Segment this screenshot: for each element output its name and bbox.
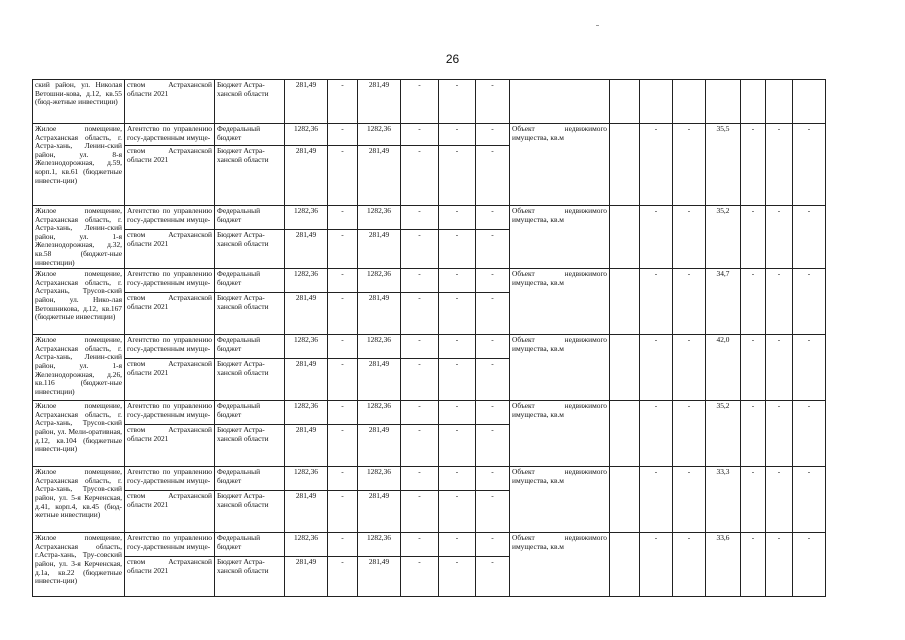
regional-year-1: - [328, 230, 358, 269]
federal-organization: Агентство по управлению госу-дарственным имуще- [125, 206, 215, 230]
indicator-y2: - [673, 124, 706, 206]
indicator-y1: - [640, 269, 673, 335]
indicator-y4: - [741, 401, 766, 467]
indicator-y5: - [766, 335, 793, 401]
regional-total: 281,49 [285, 80, 328, 124]
indicator-y4: - [741, 206, 766, 269]
regional-year-5: - [476, 293, 510, 335]
federal-year-4: - [439, 206, 476, 230]
federal-funding-source: Федеральный бюджет [215, 467, 285, 491]
federal-total: 1282,36 [285, 467, 328, 491]
regional-year-2: 281,49 [358, 293, 401, 335]
regional-year-5: - [476, 425, 510, 467]
federal-year-2: 1282,36 [358, 269, 401, 293]
object-description: Жилое помещение, Астраханская область, г. Астра-хань, Ленин-ский район, ул. 1-я Железнодорожная, д.26, кв.116 (бюджет-ные инвестиции) [33, 335, 125, 401]
indicator-y6: - [793, 206, 826, 269]
federal-year-5: - [476, 269, 510, 293]
indicator-y5 [766, 80, 793, 124]
indicator-y6: - [793, 533, 826, 597]
federal-year-5: - [476, 335, 510, 359]
regional-funding-source: Бюджет Астра-ханской области [215, 425, 285, 467]
scan-speck [596, 25, 599, 26]
regional-year-5: - [476, 230, 510, 269]
indicator-base [610, 467, 640, 533]
indicator-base [610, 206, 640, 269]
indicator-base [610, 401, 640, 467]
table-row [33, 533, 826, 557]
federal-year-3: - [401, 335, 439, 359]
regional-year-5: - [476, 146, 510, 206]
table-row [33, 206, 826, 230]
federal-total: 1282,36 [285, 124, 328, 146]
regional-funding-source: Бюджет Астра-ханской области [215, 491, 285, 533]
regional-total: 281,49 [285, 557, 328, 597]
federal-year-4: - [439, 533, 476, 557]
indicator-y2 [673, 80, 706, 124]
regional-organization: ством Астраханской области 2021 [125, 230, 215, 269]
federal-funding-source: Федеральный бюджет [215, 401, 285, 425]
federal-funding-source: Федеральный бюджет [215, 335, 285, 359]
indicator-name: Объект недвижимого имущества, кв.м [510, 467, 610, 533]
indicator-y1: - [640, 533, 673, 597]
indicator-y5: - [766, 401, 793, 467]
regional-year-1: - [328, 80, 358, 124]
indicator-base [610, 124, 640, 206]
regional-total: 281,49 [285, 146, 328, 206]
indicator-y3: 34,7 [706, 269, 741, 335]
regional-year-1: - [328, 293, 358, 335]
federal-organization: Агентство по управлению госу-дарственным имуще- [125, 467, 215, 491]
regional-year-1: - [328, 146, 358, 206]
regional-year-3: - [401, 425, 439, 467]
federal-total: 1282,36 [285, 206, 328, 230]
indicator-base [610, 335, 640, 401]
indicator-y6: - [793, 467, 826, 533]
federal-year-3: - [401, 467, 439, 491]
federal-year-3: - [401, 269, 439, 293]
federal-organization: Агентство по управлению госу-дарственным имуще- [125, 401, 215, 425]
object-description: Жилое помещение, Астраханская область, г. Астра-хань, Ленин-ский район, ул. 8-я Железнодорожная, д.59, корп.1, кв.61 (бюджетные инвести-ции) [33, 124, 125, 206]
indicator-name: Объект недвижимого имущества, кв.м [510, 206, 610, 269]
indicator-y1: - [640, 124, 673, 206]
regional-year-2: 281,49 [358, 491, 401, 533]
indicator-base [610, 533, 640, 597]
regional-total: 281,49 [285, 359, 328, 401]
regional-year-5: - [476, 557, 510, 597]
indicator-y3 [706, 80, 741, 124]
indicator-y3: 33,6 [706, 533, 741, 597]
program-table [32, 79, 826, 597]
indicator-y5: - [766, 124, 793, 206]
regional-year-2: 281,49 [358, 425, 401, 467]
indicator-name: Объект недвижимого имущества, кв.м [510, 335, 610, 401]
federal-organization: Агентство по управлению госу-дарственным имуще- [125, 335, 215, 359]
object-description: Жилое помещение, Астраханская область, г. Астра-хань, Трусов-ский район, ул. 5-я Керченская, д.41, корп.4, кв.45 (бюд-жетные инвестиции) [33, 467, 125, 533]
federal-total: 1282,36 [285, 533, 328, 557]
indicator-y4: - [741, 533, 766, 597]
federal-funding-source: Федеральный бюджет [215, 533, 285, 557]
indicator-y1: - [640, 335, 673, 401]
indicator-y5: - [766, 467, 793, 533]
indicator-y1: - [640, 467, 673, 533]
table-row [33, 401, 826, 425]
federal-year-2: 1282,36 [358, 124, 401, 146]
regional-year-3: - [401, 359, 439, 401]
indicator-y2: - [673, 401, 706, 467]
federal-funding-source: Федеральный бюджет [215, 206, 285, 230]
indicator-y5: - [766, 533, 793, 597]
federal-funding-source: Федеральный бюджет [215, 124, 285, 146]
regional-organization: ством Астраханской области 2021 [125, 80, 215, 124]
regional-year-3: - [401, 230, 439, 269]
federal-organization: Агентство по управлению госу-дарственным имуще- [125, 533, 215, 557]
federal-year-3: - [401, 124, 439, 146]
federal-year-4: - [439, 269, 476, 293]
indicator-y4: - [741, 335, 766, 401]
federal-total: 1282,36 [285, 335, 328, 359]
indicator-y2: - [673, 206, 706, 269]
object-description: Жилое помещение, Астраханская область, г.Астра-хань, Тру-совский район, ул. 3-я Керченская, д.1а, кв.22 (бюджетные инвести-ции) [33, 533, 125, 597]
regional-year-4: - [439, 146, 476, 206]
regional-total: 281,49 [285, 491, 328, 533]
federal-organization: Агентство по управлению госу-дарственным имуще- [125, 269, 215, 293]
regional-year-3: - [401, 80, 439, 124]
federal-year-4: - [439, 467, 476, 491]
indicator-y6: - [793, 269, 826, 335]
indicator-y6: - [793, 124, 826, 206]
table-row [33, 335, 826, 359]
object-description: ский район, ул. Николая Ветошни-кова, д.12, кв.55 (бюд-жетные инвестиции) [33, 80, 125, 124]
indicator-y2: - [673, 533, 706, 597]
federal-year-1: - [328, 206, 358, 230]
regional-total: 281,49 [285, 230, 328, 269]
indicator-y3: 35,5 [706, 124, 741, 206]
federal-organization: Агентство по управлению госу-дарственным имуще- [125, 124, 215, 146]
indicator-name: Объект недвижимого имущества, кв.м [510, 533, 610, 597]
indicator-y2: - [673, 467, 706, 533]
regional-year-5: - [476, 491, 510, 533]
federal-year-3: - [401, 533, 439, 557]
regional-year-3: - [401, 293, 439, 335]
federal-total: 1282,36 [285, 269, 328, 293]
federal-year-2: 1282,36 [358, 467, 401, 491]
regional-funding-source: Бюджет Астра-ханской области [215, 230, 285, 269]
indicator-y3: 42,0 [706, 335, 741, 401]
object-description: Жилое помещение, Астраханская область, г. Астра-хань, Трусов-ский район, ул. Мели-оративная, д.12, кв.104 (бюджетные инвести-ции) [33, 401, 125, 467]
regional-year-1: - [328, 425, 358, 467]
regional-total: 281,49 [285, 425, 328, 467]
federal-year-2: 1282,36 [358, 335, 401, 359]
indicator-base [610, 269, 640, 335]
regional-year-3: - [401, 491, 439, 533]
indicator-name [510, 80, 610, 124]
indicator-name: Объект недвижимого имущества, кв.м [510, 401, 610, 467]
table-row [33, 269, 826, 293]
federal-year-5: - [476, 401, 510, 425]
regional-year-1: - [328, 359, 358, 401]
federal-year-1: - [328, 124, 358, 146]
indicator-y4: - [741, 269, 766, 335]
regional-year-5: - [476, 359, 510, 401]
federal-year-5: - [476, 124, 510, 146]
regional-year-1: - [328, 557, 358, 597]
indicator-y1: - [640, 206, 673, 269]
regional-year-4: - [439, 425, 476, 467]
indicator-y4 [741, 80, 766, 124]
table-row [33, 467, 826, 491]
indicator-y4: - [741, 467, 766, 533]
federal-year-4: - [439, 401, 476, 425]
regional-year-5: - [476, 80, 510, 124]
indicator-y1 [640, 80, 673, 124]
federal-year-5: - [476, 206, 510, 230]
object-description: Жилое помещение, Астраханская область, г. Астрахань, Трусов-ский район, ул. Нико-лая Ветошникова, д.12, кв.167 (бюджетные инвестиции) [33, 269, 125, 335]
federal-year-1: - [328, 269, 358, 293]
regional-year-4: - [439, 491, 476, 533]
federal-year-1: - [328, 533, 358, 557]
indicator-y2: - [673, 269, 706, 335]
indicator-y2: - [673, 335, 706, 401]
regional-year-4: - [439, 230, 476, 269]
federal-year-5: - [476, 533, 510, 557]
regional-year-2: 281,49 [358, 557, 401, 597]
indicator-y3: 33,3 [706, 467, 741, 533]
federal-year-1: - [328, 401, 358, 425]
regional-total: 281,49 [285, 293, 328, 335]
federal-year-2: 1282,36 [358, 533, 401, 557]
regional-year-1: - [328, 491, 358, 533]
federal-year-3: - [401, 401, 439, 425]
regional-year-4: - [439, 293, 476, 335]
regional-year-3: - [401, 146, 439, 206]
regional-year-2: 281,49 [358, 80, 401, 124]
regional-funding-source: Бюджет Астра-ханской области [215, 293, 285, 335]
regional-year-3: - [401, 557, 439, 597]
indicator-y5: - [766, 269, 793, 335]
regional-year-2: 281,49 [358, 359, 401, 401]
federal-funding-source: Федеральный бюджет [215, 269, 285, 293]
federal-year-3: - [401, 206, 439, 230]
federal-year-2: 1282,36 [358, 401, 401, 425]
federal-year-1: - [328, 335, 358, 359]
indicator-base [610, 80, 640, 124]
regional-year-2: 281,49 [358, 146, 401, 206]
indicator-name: Объект недвижимого имущества, кв.м [510, 269, 610, 335]
regional-funding-source: Бюджет Астра-ханской области [215, 80, 285, 124]
indicator-y6 [793, 80, 826, 124]
federal-year-4: - [439, 335, 476, 359]
regional-year-4: - [439, 80, 476, 124]
regional-funding-source: Бюджет Астра-ханской области [215, 557, 285, 597]
page-number: 26 [445, 52, 460, 66]
indicator-y6: - [793, 401, 826, 467]
indicator-y5: - [766, 206, 793, 269]
regional-organization: ством Астраханской области 2021 [125, 293, 215, 335]
federal-total: 1282,36 [285, 401, 328, 425]
regional-year-4: - [439, 359, 476, 401]
regional-organization: ством Астраханской области 2021 [125, 359, 215, 401]
federal-year-1: - [328, 467, 358, 491]
object-description: Жилое помещение, Астраханская область, г. Астра-хань, Ленин-ский район, ул. 1-я Железнодорожная, д.32, кв.58 (бюджет-ные инвестиции) [33, 206, 125, 269]
table-row [33, 124, 826, 146]
regional-funding-source: Бюджет Астра-ханской области [215, 359, 285, 401]
indicator-y3: 35,2 [706, 401, 741, 467]
federal-year-5: - [476, 467, 510, 491]
table-row [33, 80, 826, 124]
regional-organization: ством Астраханской области 2021 [125, 146, 215, 206]
regional-year-2: 281,49 [358, 230, 401, 269]
indicator-y3: 35,2 [706, 206, 741, 269]
indicator-y1: - [640, 401, 673, 467]
regional-funding-source: Бюджет Астра-ханской области [215, 146, 285, 206]
indicator-name: Объект недвижимого имущества, кв.м [510, 124, 610, 206]
regional-organization: ством Астраханской области 2021 [125, 425, 215, 467]
indicator-y4: - [741, 124, 766, 206]
federal-year-2: 1282,36 [358, 206, 401, 230]
regional-year-4: - [439, 557, 476, 597]
regional-organization: ством Астраханской области 2021 [125, 491, 215, 533]
regional-organization: ством Астраханской области 2021 [125, 557, 215, 597]
federal-year-4: - [439, 124, 476, 146]
indicator-y6: - [793, 335, 826, 401]
